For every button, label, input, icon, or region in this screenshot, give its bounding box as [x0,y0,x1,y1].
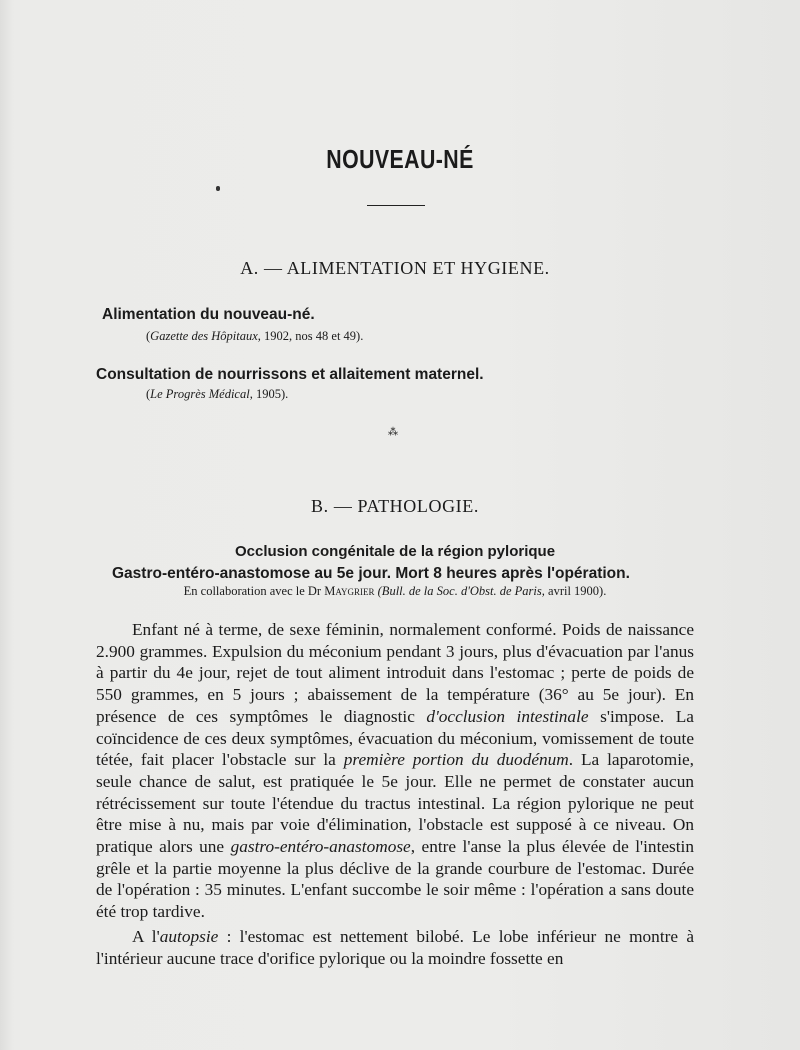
page-title: NOUVEAU-NÉ [326,144,474,174]
section-b-heading: B. — PATHOLOGIE. [311,496,479,516]
article-title-line1: Occlusion congénitale de la région pylorique [234,543,556,560]
article-title-line2: Gastro-entéro-anastomose au 5e jour. Mort 8 heures après l'opération. [112,565,630,582]
paragraph-2: A l'autopsie : l'estomac est nettement bilobé. Le lobe inférieur ne montre à l'intérieur aucune trace d'orifice pylorique ou la moindre fossette en [96,926,695,968]
reference-source-2: (Le Progrès Médical, 1905). [146,387,289,401]
reference-source-1: (Gazette des Hôpitaux, 1902, nos 48 et 49). [146,329,364,343]
article-collaboration: En collaboration avec le Dr Maygrier (Bull. de la Soc. d'Obst. de Paris, avril 1900). [183,584,607,598]
ink-speck [216,186,220,191]
section-a-heading: A. — ALIMENTATION ET HYGIENE. [240,258,550,278]
asterism-separator: ⁂ [388,427,398,438]
reference-title-1: Alimentation du nouveau-né. [102,306,315,323]
article-body [96,619,694,969]
title-rule [367,205,425,206]
reference-title-2: Consultation de nourrissons et allaitement maternel. [96,366,484,383]
paragraph-1: Enfant né à terme, de sexe féminin, normalement conformé. Poids de naissance 2.900 grammes. Expulsion du méconium pendant 3 jours, plus d'évacuation par l'anus à partir du 4e jour, rejet de tout aliment introduit dans l'estomac ; perte de poids de 550 grammes, en 5 jours ; abaissement de la température (36° au 5e jour). En présence de ces symptômes le diagnostic d'occlusion intestinale s'impose. La coïncidence de ces deux symptômes, évacuation du méconium, vomissement de toute tétée, fait placer l'obstacle sur la première portion du duodénum. La laparotomie, seule chance de salut, est pratiquée le 5e jour. Elle ne permet de constater aucun rétrécissement sur toute l'étendue du tractus intestinal. La région pylorique ne peut être mise à nu, mais par voie d'élimination, l'obstacle est supposé à ce niveau. On pratique alors une gastro-entéro-anastomose, entre l'anse la plus élevée de l'intestin grêle et la partie moyenne la plus déclive de la grande courbure de l'estomac. Durée de l'opération : 35 minutes. L'enfant succombe le soir même : l'opération a sans doute été trop tardive. [96,620,695,922]
